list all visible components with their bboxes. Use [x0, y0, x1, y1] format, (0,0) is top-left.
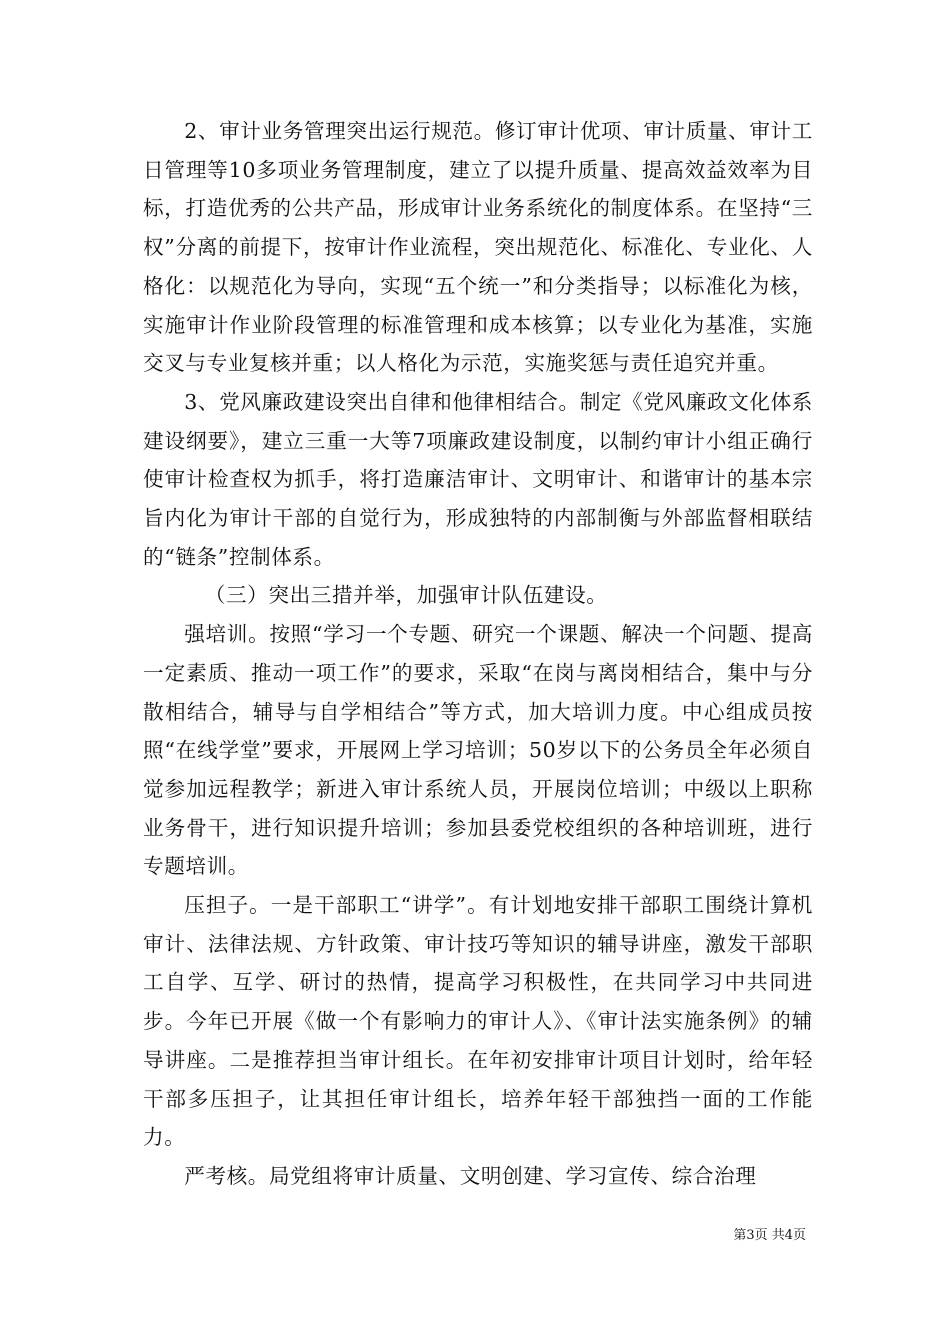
- paragraph-integrity-building: 3、党风廉政建设突出自律和他律相结合。制定《党风廉政文化体系建设纲要》，建立三重一大等7项廉政建设制度，以制约审计小组正确行使审计检查权为抓手，将打造廉洁审计、文明审计、和谐审计的基本宗旨内化为审计干部的自觉行为，形成独特的内部制衡与外部监督相联结的“链条”控制体系。: [143, 389, 813, 569]
- paragraph-business-management: 2、审计业务管理突出运行规范。修订审计优项、审计质量、审计工日管理等10多项业务管理制度，建立了以提升质量、提高效益效率为目标，打造优秀的公共产品，形成审计业务系统化的制度体系。在坚持“三权”分离的前提下，按审计作业流程，突出规范化、标准化、专业化、人格化：以规范化为导向，实现“五个统一”和分类指导；以标准化为核，实施审计作业阶段管理的标准管理和成本核算；以专业化为基准，实施交叉与专业复核并重；以人格化为示范，实施奖惩与责任追究并重。: [143, 119, 813, 376]
- page-number-footer: 第3页 共4页: [733, 1228, 806, 1243]
- section-heading-team-building: （三）突出三措并举，加强审计队伍建设。: [204, 583, 608, 608]
- paragraph-training: 强培训。按照“学习一个专题、研究一个课题、解决一个问题、提高一定素质、推动一项工作”的要求，采取“在岗与离岗相结合，集中与分散相结合，辅导与自学相结合”等方式，加大培训力度。中心组成员按照“在线学堂”要求，开展网上学习培训；50岁以下的公务员全年必须自觉参加远程教学；新进入审计系统人员，开展岗位培训；中级以上职称业务骨干，进行知识提升培训；参加县委党校组织的各种培训班，进行专题培训。: [143, 622, 813, 879]
- paragraph-assessment: 严考核。局党组将审计质量、文明创建、学习宣传、综合治理: [184, 1163, 757, 1188]
- document-body: [143, 112, 813, 1196]
- paragraph-responsibility: 压担子。一是干部职工“讲学”。有计划地安排干部职工围绕计算机审计、法律法规、方针政策、审计技巧等知识的辅导讲座，激发干部职工自学、互学、研讨的热情，提高学习积极性，在共同学习中共同进步。今年已开展《做一个有影响力的审计人》、《审计法实施条例》的辅导讲座。二是推荐担当审计组长。在年初安排审计项目计划时，给年轻干部多压担子，让其担任审计组长，培养年轻干部独挡一面的工作能力。: [143, 893, 813, 1150]
